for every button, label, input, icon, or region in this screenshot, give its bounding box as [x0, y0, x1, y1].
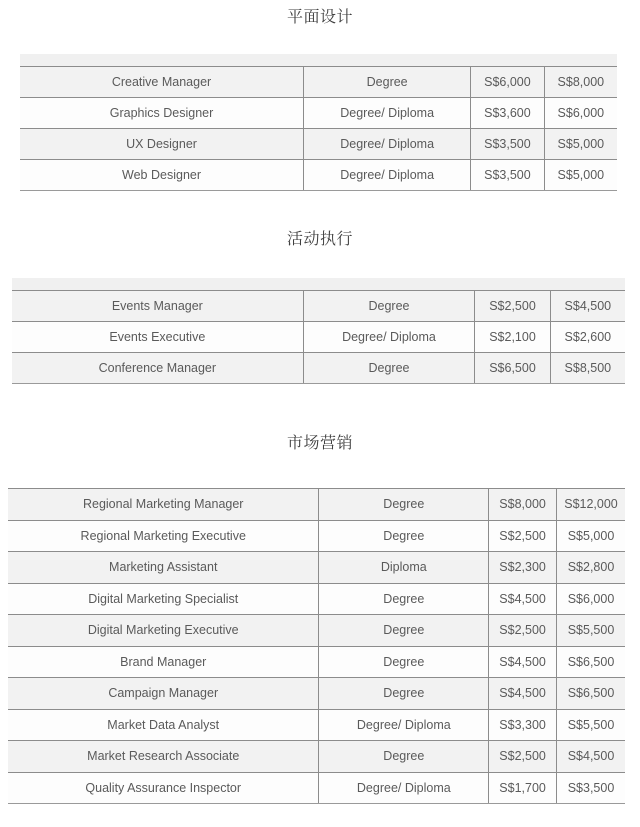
- table-row: [8, 741, 625, 773]
- cell-salary-max: S$8,500: [550, 353, 625, 384]
- cell-job-title: Regional Marketing Executive: [8, 520, 319, 552]
- table-header-cell: [550, 278, 625, 291]
- cell-salary-min: S$3,500: [471, 129, 544, 160]
- cell-qualification: Degree: [319, 520, 489, 552]
- table-wrap-graphic-design: [20, 54, 617, 191]
- cell-job-title: Graphics Designer: [20, 98, 304, 129]
- cell-salary-min: S$4,500: [489, 583, 557, 615]
- cell-qualification: Degree/ Diploma: [319, 709, 489, 741]
- cell-job-title: Market Data Analyst: [8, 709, 319, 741]
- cell-job-title: Digital Marketing Executive: [8, 615, 319, 647]
- section-title-events: 活动执行: [286, 231, 353, 248]
- cell-job-title: Conference Manager: [12, 353, 303, 384]
- cell-salary-min: S$6,500: [475, 353, 550, 384]
- table-row: [8, 772, 625, 804]
- cell-job-title: Quality Assurance Inspector: [8, 772, 319, 804]
- table-header-cell: [304, 54, 471, 67]
- table-row: [12, 322, 625, 353]
- table-header-strip: [12, 278, 625, 291]
- cell-salary-max: S$3,500: [557, 772, 626, 804]
- section-marketing: [0, 420, 640, 804]
- table-row: [20, 129, 617, 160]
- table-row: [20, 98, 617, 129]
- cell-job-title: Regional Marketing Manager: [8, 489, 319, 521]
- cell-qualification: Degree: [304, 67, 471, 98]
- cell-qualification: Degree: [319, 583, 489, 615]
- table-row: [8, 709, 625, 741]
- cell-qualification: Degree/ Diploma: [304, 160, 471, 191]
- table-row: [8, 646, 625, 678]
- cell-salary-max: S$4,500: [550, 291, 625, 322]
- table-row: [8, 520, 625, 552]
- salary-table-graphic-design: [20, 54, 617, 191]
- cell-salary-max: S$2,800: [557, 552, 626, 584]
- section-title-marketing: 市场营销: [286, 435, 353, 452]
- salary-table-marketing: [8, 482, 625, 804]
- table-row: [20, 67, 617, 98]
- cell-qualification: Degree/ Diploma: [304, 98, 471, 129]
- cell-salary-max: S$5,000: [557, 520, 626, 552]
- cell-qualification: Degree/ Diploma: [304, 129, 471, 160]
- table-row: [8, 678, 625, 710]
- cell-salary-max: S$5,000: [544, 160, 617, 191]
- cell-job-title: Events Executive: [12, 322, 303, 353]
- cell-job-title: Creative Manager: [20, 67, 304, 98]
- salary-table-events: [12, 278, 625, 384]
- cell-salary-max: S$12,000: [557, 489, 626, 521]
- cell-qualification: Degree/ Diploma: [319, 772, 489, 804]
- cell-salary-min: S$4,500: [489, 678, 557, 710]
- table-header-cell: [475, 278, 550, 291]
- cell-qualification: Degree: [319, 741, 489, 773]
- table-header-cell: [471, 54, 544, 67]
- cell-salary-max: S$5,500: [557, 709, 626, 741]
- cell-salary-max: S$4,500: [557, 741, 626, 773]
- cell-salary-min: S$1,700: [489, 772, 557, 804]
- cell-qualification: Degree: [319, 678, 489, 710]
- salary-table-body-events: [12, 278, 625, 384]
- cell-salary-max: S$5,500: [557, 615, 626, 647]
- cell-salary-min: S$2,500: [489, 520, 557, 552]
- table-row: [8, 615, 625, 647]
- cell-qualification: Degree/ Diploma: [303, 322, 475, 353]
- table-row: [8, 583, 625, 615]
- cell-job-title: UX Designer: [20, 129, 304, 160]
- cell-salary-max: S$6,500: [557, 678, 626, 710]
- cell-salary-min: S$3,300: [489, 709, 557, 741]
- table-row: [8, 552, 625, 584]
- section-graphic-design: [0, 0, 640, 191]
- cell-salary-max: S$6,500: [557, 646, 626, 678]
- cell-salary-min: S$2,500: [489, 741, 557, 773]
- cell-qualification: Diploma: [319, 552, 489, 584]
- cell-salary-min: S$3,500: [471, 160, 544, 191]
- cell-qualification: Degree: [303, 353, 475, 384]
- cell-salary-min: S$2,100: [475, 322, 550, 353]
- cell-salary-min: S$6,000: [471, 67, 544, 98]
- cell-salary-min: S$4,500: [489, 646, 557, 678]
- cell-salary-min: S$2,300: [489, 552, 557, 584]
- cell-qualification: Degree: [303, 291, 475, 322]
- cell-salary-min: S$2,500: [489, 615, 557, 647]
- cell-job-title: Brand Manager: [8, 646, 319, 678]
- cell-salary-max: S$2,600: [550, 322, 625, 353]
- table-wrap-events: [12, 278, 625, 384]
- cell-salary-max: S$6,000: [557, 583, 626, 615]
- table-header-cell: [12, 278, 303, 291]
- cell-salary-max: S$6,000: [544, 98, 617, 129]
- salary-table-body-marketing: [8, 482, 625, 804]
- cell-job-title: Campaign Manager: [8, 678, 319, 710]
- cell-job-title: Events Manager: [12, 291, 303, 322]
- cell-job-title: Digital Marketing Specialist: [8, 583, 319, 615]
- salary-table-body-graphic-design: [20, 54, 617, 191]
- table-header-strip: [20, 54, 617, 67]
- cell-salary-min: S$8,000: [489, 489, 557, 521]
- table-header-cell: [20, 54, 304, 67]
- table-row: [12, 291, 625, 322]
- table-header-cell: [303, 278, 475, 291]
- table-header-cell: [544, 54, 617, 67]
- table-row: [12, 353, 625, 384]
- cell-salary-max: S$5,000: [544, 129, 617, 160]
- table-row: [8, 489, 625, 521]
- table-wrap-marketing: [8, 482, 625, 804]
- table-row: [20, 160, 617, 191]
- cell-qualification: Degree: [319, 646, 489, 678]
- cell-qualification: Degree: [319, 489, 489, 521]
- cell-salary-min: S$3,600: [471, 98, 544, 129]
- cell-qualification: Degree: [319, 615, 489, 647]
- section-title-graphic-design: 平面设计: [286, 9, 353, 26]
- section-events: [0, 218, 640, 384]
- cell-job-title: Market Research Associate: [8, 741, 319, 773]
- cell-salary-min: S$2,500: [475, 291, 550, 322]
- cell-job-title: Marketing Assistant: [8, 552, 319, 584]
- cell-salary-max: S$8,000: [544, 67, 617, 98]
- cell-job-title: Web Designer: [20, 160, 304, 191]
